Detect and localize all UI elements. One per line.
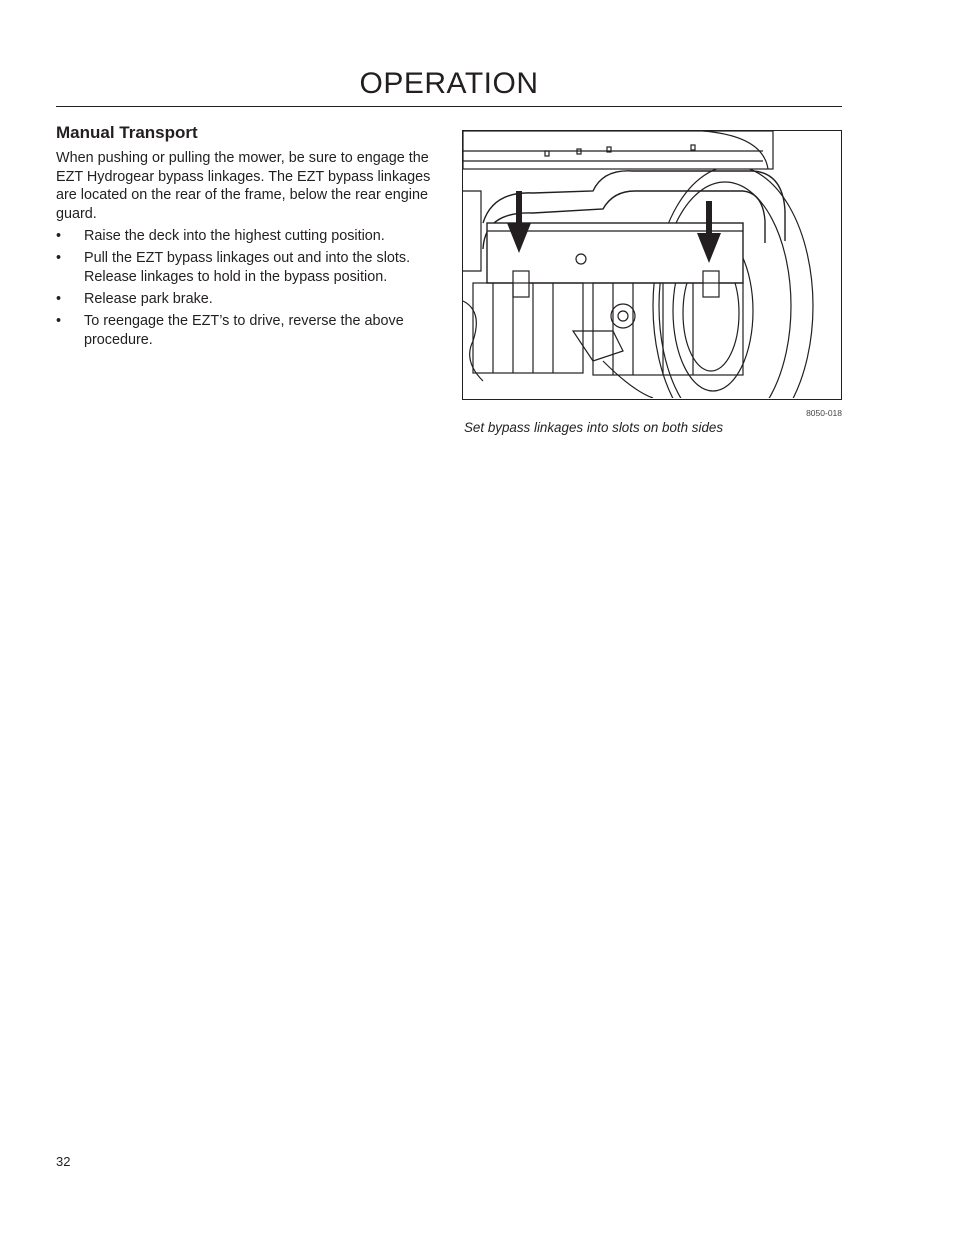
instruction-list	[56, 227, 440, 350]
bullet-icon: •	[56, 313, 62, 330]
subheading: Manual Transport	[56, 123, 198, 142]
figure-code: 8050-018	[806, 408, 842, 418]
engine-guard-drawing	[463, 131, 773, 169]
list-item-text: Release park brake.	[84, 291, 213, 308]
intro-paragraph: When pushing or pulling the mower, be sure to engage the EZT Hydrogear bypass linkages. The EZT bypass linkages are located on the rear of the frame, below the rear engine guard.	[56, 150, 431, 222]
list-item	[56, 227, 440, 246]
page-number: 32	[56, 1154, 71, 1169]
left-column	[56, 122, 440, 353]
bullet-icon: •	[56, 250, 62, 267]
list-item-text: Raise the deck into the highest cutting position.	[84, 228, 385, 245]
list-item	[56, 312, 440, 350]
figure-caption: Set bypass linkages into slots on both sides	[464, 420, 724, 435]
list-item-text: To reengage the EZT’s to drive, reverse the above procedure.	[84, 313, 404, 349]
list-item	[56, 249, 440, 287]
list-item-text: Pull the EZT bypass linkages out and into the slots. Release linkages to hold in the bypass position.	[84, 250, 411, 286]
bypass-linkage-illustration	[462, 130, 842, 400]
bullet-icon: •	[56, 228, 62, 245]
list-item	[56, 290, 440, 309]
title-rule	[56, 106, 842, 107]
section-title: OPERATION	[359, 67, 539, 100]
bullet-icon: •	[56, 291, 62, 308]
